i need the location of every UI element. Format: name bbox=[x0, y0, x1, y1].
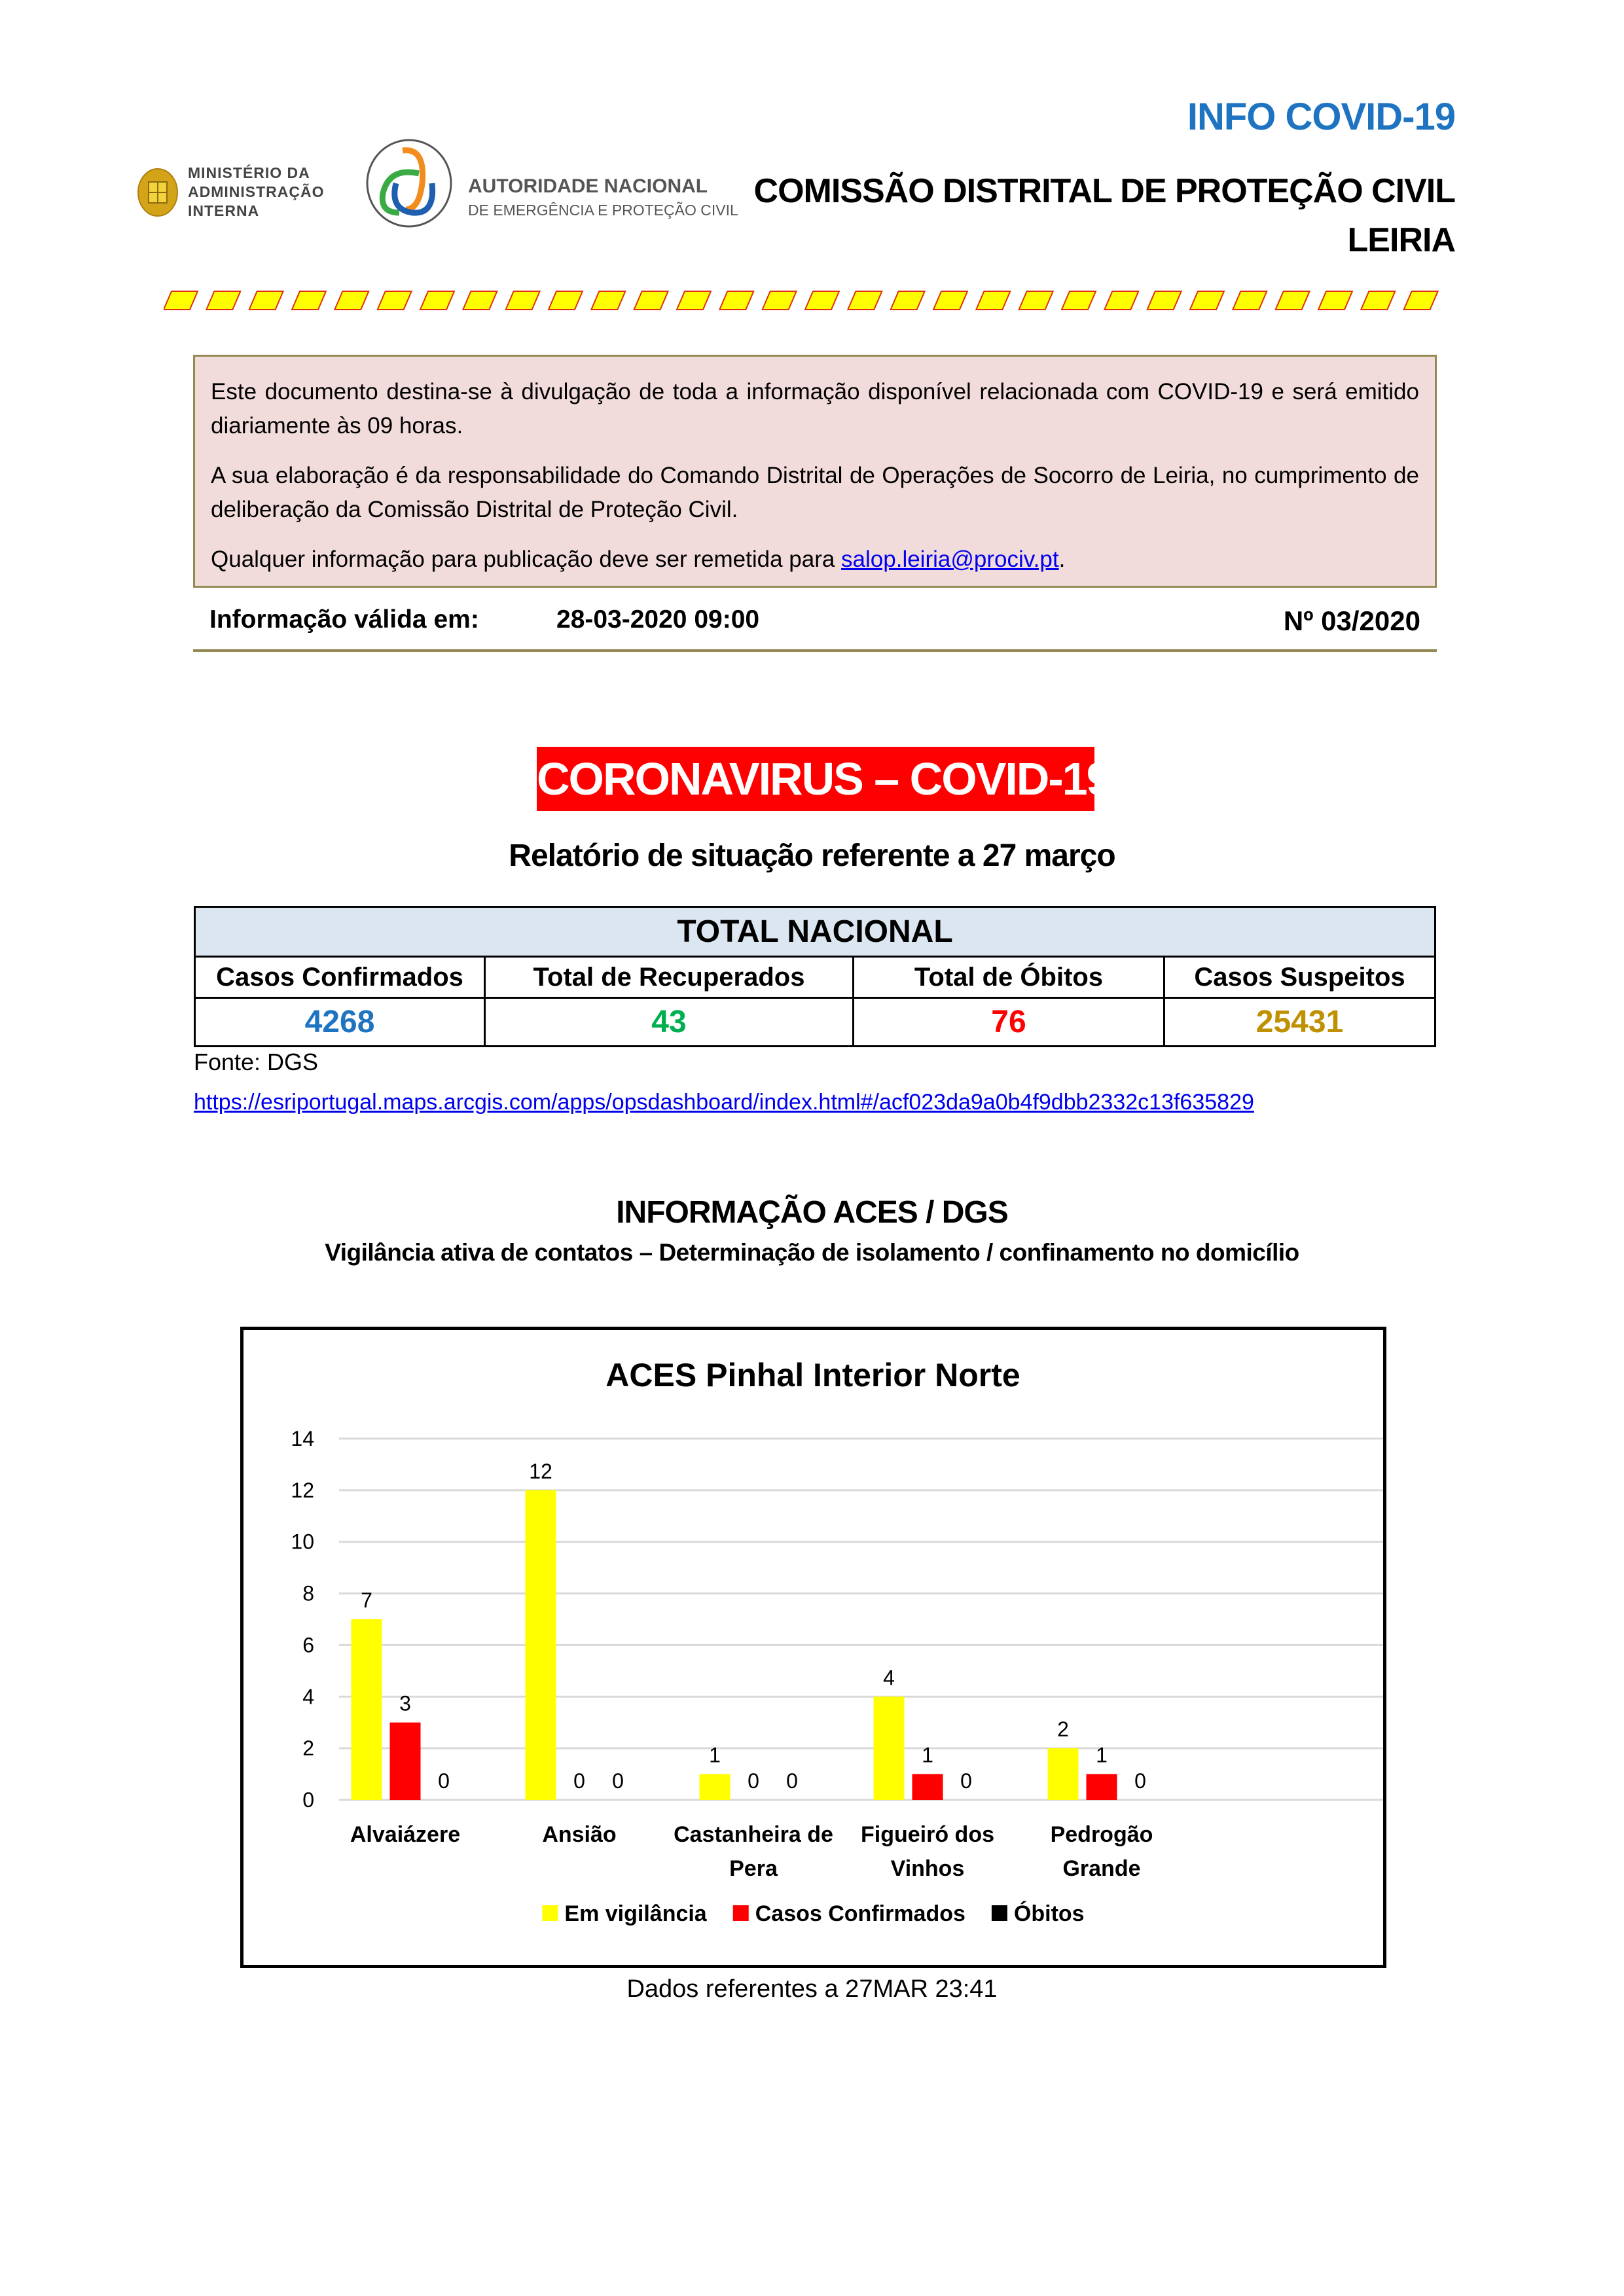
validity-datetime: 28-03-2020 09:00 bbox=[556, 605, 760, 634]
y-tick-label: 12 bbox=[291, 1478, 314, 1502]
stripe-segment bbox=[1361, 291, 1395, 310]
source-label: Fonte: DGS bbox=[194, 1049, 319, 1075]
col-header-recovered: Total de Recuperados bbox=[485, 957, 854, 998]
bar-em-vigil-ncia bbox=[1048, 1748, 1079, 1800]
col-header-confirmed: Casos Confirmados bbox=[195, 957, 485, 998]
data-label: 1 bbox=[709, 1743, 721, 1767]
validity-row bbox=[193, 602, 1437, 652]
stripe-segment bbox=[1104, 291, 1138, 310]
stripe-segment bbox=[848, 291, 882, 310]
aces-chart bbox=[240, 1327, 1386, 1968]
anepc-name-line2: DE EMERGÊNCIA E PROTEÇÃO CIVIL bbox=[468, 202, 738, 219]
stripe-segment bbox=[1190, 291, 1224, 310]
data-label: 0 bbox=[612, 1769, 624, 1793]
legend-swatch bbox=[542, 1905, 558, 1921]
x-tick-label: Grande bbox=[1062, 1856, 1141, 1881]
data-label: 0 bbox=[438, 1769, 450, 1793]
national-totals-table bbox=[194, 906, 1436, 1047]
col-header-suspected: Casos Suspeitos bbox=[1164, 957, 1435, 998]
data-label: 3 bbox=[399, 1691, 411, 1715]
stripe-segment bbox=[677, 291, 711, 310]
data-label: 0 bbox=[1134, 1769, 1146, 1793]
y-tick-label: 6 bbox=[302, 1633, 314, 1657]
mai-text-line: ADMINISTRAÇÃO bbox=[188, 183, 325, 200]
x-tick-label: Pedrogão bbox=[1050, 1822, 1153, 1847]
data-label: 0 bbox=[786, 1769, 798, 1793]
value-recovered: 43 bbox=[485, 998, 854, 1047]
stripe-segment bbox=[420, 291, 454, 310]
x-tick-label: Pera bbox=[729, 1856, 778, 1881]
anepc-rings-icon bbox=[363, 137, 455, 229]
bar-em-vigil-ncia bbox=[874, 1696, 905, 1800]
stripe-segment bbox=[634, 291, 668, 310]
stripe-segment bbox=[164, 291, 198, 310]
aces-section-subtitle: Vigilância ativa de contatos – Determinação de isolamento / confinamento no domicílio bbox=[325, 1239, 1299, 1266]
stripe-segment bbox=[292, 291, 326, 310]
info-notice-box bbox=[193, 355, 1437, 588]
stripe-segment bbox=[249, 291, 283, 310]
y-tick-label: 10 bbox=[291, 1530, 314, 1554]
notice-paragraph-2: A sua elaboração é da responsabilidade do Comando Distrital de Operações de Socorro de Leiria, no cumprimento de deliberação da Comissão Distrital de Proteção Civil. bbox=[211, 463, 1419, 522]
stripe-segment bbox=[891, 291, 925, 310]
aces-section-title: INFORMAÇÃO ACES / DGS bbox=[616, 1195, 1008, 1230]
email-link[interactable]: salop.leiria@prociv.pt bbox=[841, 547, 1059, 572]
x-tick-label: Castanheira de bbox=[674, 1822, 833, 1847]
stripe-segment bbox=[378, 291, 412, 310]
stripe-segment bbox=[549, 291, 583, 310]
stripe-segment bbox=[933, 291, 967, 310]
stripe-segment bbox=[591, 291, 625, 310]
x-tick-label: Vinhos bbox=[890, 1856, 965, 1881]
bar-em-vigil-ncia bbox=[352, 1619, 382, 1800]
data-label: 1 bbox=[922, 1743, 933, 1767]
stripe-segment bbox=[1147, 291, 1182, 310]
notice-paragraph-3 bbox=[211, 543, 1419, 577]
y-tick-label: 0 bbox=[302, 1788, 314, 1812]
bar-casos-confirmados bbox=[1087, 1774, 1117, 1800]
data-label: 0 bbox=[960, 1769, 972, 1793]
bar-casos-confirmados bbox=[390, 1723, 421, 1800]
bar-em-vigil-ncia bbox=[700, 1774, 731, 1800]
stripe-segment bbox=[976, 291, 1010, 310]
chart-title: ACES Pinhal Interior Norte bbox=[605, 1357, 1020, 1393]
stripe-segment bbox=[719, 291, 753, 310]
mai-text-line: INTERNA bbox=[188, 202, 260, 219]
legend-label: Em vigilância bbox=[564, 1901, 707, 1926]
stripe-segment bbox=[1404, 291, 1438, 310]
stripe-segment bbox=[1233, 291, 1267, 310]
national-table-title: TOTAL NACIONAL bbox=[195, 907, 1435, 957]
stripe-segment bbox=[805, 291, 839, 310]
logo-anepc bbox=[363, 137, 743, 229]
stripe-segment bbox=[1019, 291, 1053, 310]
data-label: 1 bbox=[1096, 1743, 1108, 1767]
stripe-segment bbox=[1276, 291, 1310, 310]
report-subtitle: Relatório de situação referente a 27 março bbox=[509, 838, 1115, 873]
y-tick-label: 2 bbox=[302, 1736, 314, 1761]
data-timestamp-note: Dados referentes a 27MAR 23:41 bbox=[626, 1975, 998, 2003]
x-tick-label: Alvaiázere bbox=[350, 1822, 461, 1847]
logo-ministerio-administracao-interna bbox=[134, 164, 331, 223]
data-label: 2 bbox=[1057, 1717, 1069, 1742]
legend-swatch bbox=[992, 1905, 1007, 1921]
data-label: 12 bbox=[529, 1459, 552, 1483]
x-tick-label: Ansião bbox=[542, 1822, 617, 1847]
stripe-segment bbox=[1062, 291, 1096, 310]
legend-label: Óbitos bbox=[1013, 1901, 1085, 1926]
data-label: 4 bbox=[883, 1666, 895, 1690]
stripe-segment bbox=[334, 291, 369, 310]
value-suspected: 25431 bbox=[1164, 998, 1435, 1047]
legend-swatch bbox=[733, 1905, 749, 1921]
y-tick-label: 4 bbox=[302, 1685, 314, 1709]
value-deaths: 76 bbox=[854, 998, 1164, 1047]
stripe-segment bbox=[463, 291, 497, 310]
anepc-name-line1: AUTORIDADE NACIONAL bbox=[468, 175, 708, 197]
stripe-segment bbox=[206, 291, 240, 310]
bar-casos-confirmados bbox=[912, 1774, 943, 1800]
commission-title: COMISSÃO DISTRITAL DE PROTEÇÃO CIVIL bbox=[753, 172, 1455, 210]
stripe-segment bbox=[1318, 291, 1352, 310]
bar-em-vigil-ncia bbox=[526, 1490, 556, 1800]
y-tick-label: 14 bbox=[291, 1427, 314, 1450]
value-confirmed: 4268 bbox=[195, 998, 485, 1047]
validity-label: Informação válida em: bbox=[209, 605, 479, 634]
report-number: Nº 03/2020 bbox=[1283, 605, 1420, 636]
stripe-segment bbox=[763, 291, 797, 310]
info-covid-title: INFO COVID-19 bbox=[1187, 96, 1455, 138]
chart-canvas bbox=[244, 1330, 1383, 1965]
coronavirus-banner: CORONAVIRUS – COVID-19 bbox=[537, 747, 1094, 811]
y-tick-label: 8 bbox=[302, 1581, 314, 1605]
data-label: 0 bbox=[748, 1769, 759, 1793]
notice-contact-text: Qualquer informação para publicação deve ser remetida para bbox=[211, 547, 842, 572]
district-title: LEIRIA bbox=[1347, 221, 1455, 259]
x-tick-label: Figueiró dos bbox=[861, 1822, 994, 1847]
data-label: 0 bbox=[573, 1769, 585, 1793]
source-link[interactable]: https://esriportugal.maps.arcgis.com/apps/opsdashboard/index.html#/acf023da9a0b4f9dbb2332c13f635829 bbox=[194, 1090, 1254, 1115]
notice-paragraph-1: Este documento destina-se à divulgação de toda a informação disponível relacionada com COVID-19 e será emitido diariamente às 09 horas. bbox=[211, 379, 1419, 439]
mai-text-line: MINISTÉRIO DA bbox=[188, 164, 310, 181]
legend-label: Casos Confirmados bbox=[755, 1901, 965, 1926]
stripe-segment bbox=[506, 291, 540, 310]
data-label: 7 bbox=[361, 1588, 372, 1612]
hazard-stripe-divider bbox=[164, 290, 1447, 312]
col-header-deaths: Total de Óbitos bbox=[854, 957, 1164, 998]
notice-period: . bbox=[1058, 547, 1066, 572]
